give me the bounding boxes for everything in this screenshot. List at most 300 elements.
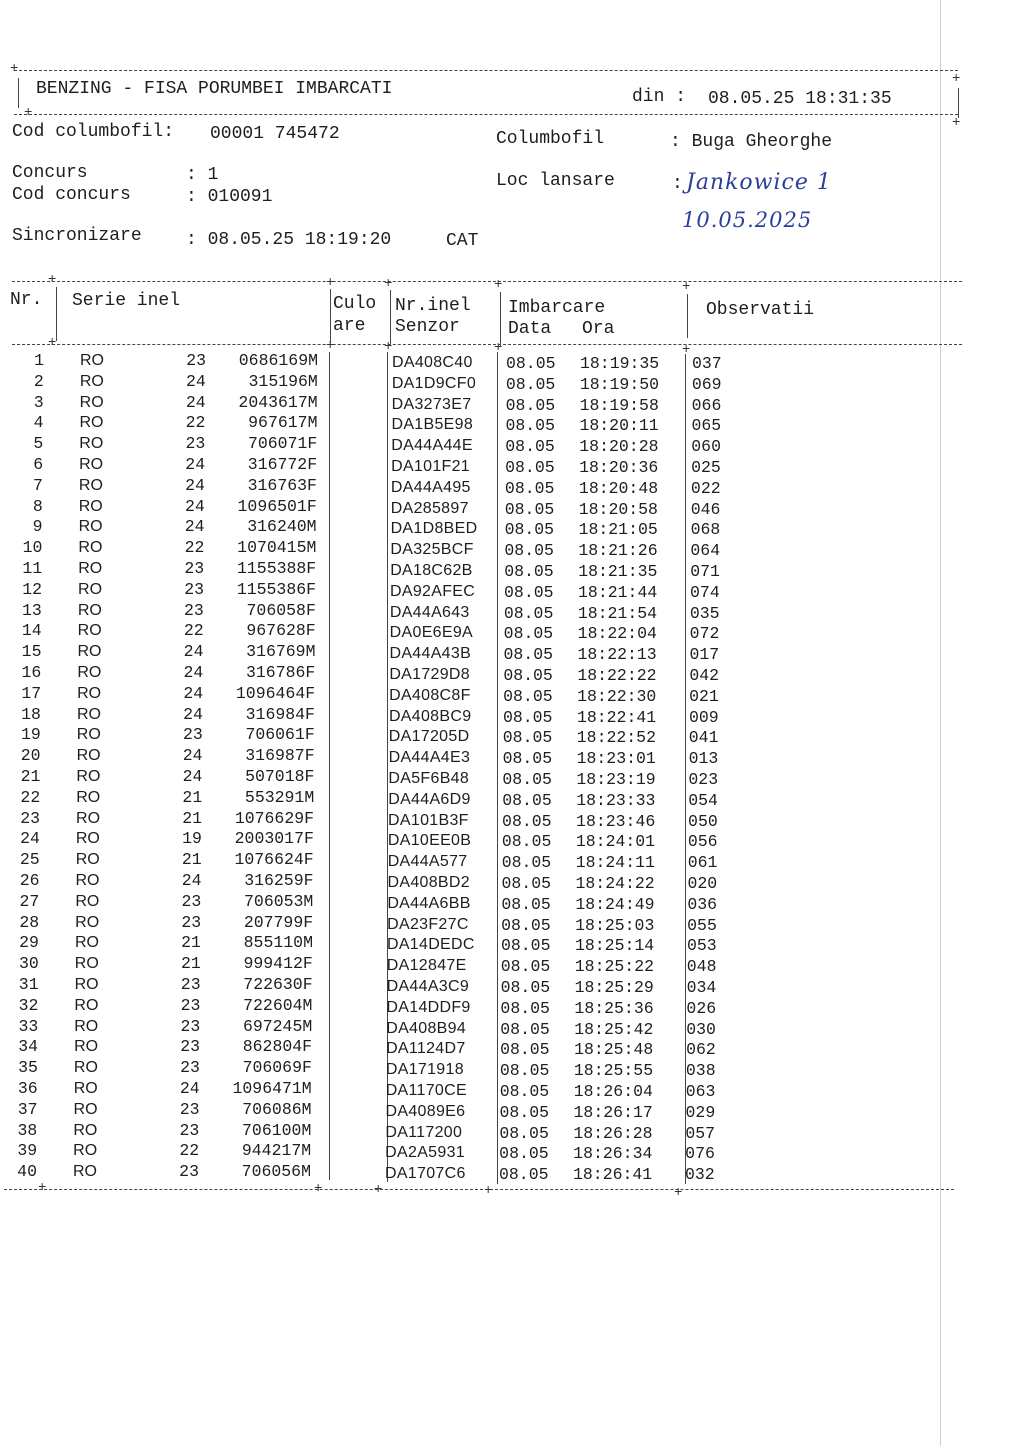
observation: 069 bbox=[691, 374, 722, 394]
observation: 029 bbox=[685, 1102, 716, 1122]
boarding-time: 18:23:33 bbox=[576, 790, 656, 810]
header-divider bbox=[56, 287, 57, 341]
ring-number: 316772F bbox=[247, 455, 318, 474]
ring-year: 23 bbox=[181, 891, 202, 911]
sincronizare-zone: CAT bbox=[446, 231, 479, 251]
observation: 013 bbox=[688, 749, 719, 769]
ring-year: 23 bbox=[179, 1120, 200, 1140]
sensor-id: DA408BC9 bbox=[388, 707, 472, 725]
sensor-id: DA44A577 bbox=[387, 853, 468, 871]
ring-number: 316240M bbox=[247, 517, 317, 537]
observation: 025 bbox=[691, 458, 721, 477]
ring-country: RO bbox=[76, 809, 101, 827]
row-number: 4 bbox=[33, 413, 44, 433]
ring-number: 706100M bbox=[242, 1120, 312, 1140]
observation: 032 bbox=[684, 1165, 715, 1185]
col-header-culoare-2: are bbox=[333, 316, 366, 336]
boarding-date: 08.05 bbox=[506, 354, 556, 373]
page-edge-line bbox=[940, 0, 941, 1446]
sensor-id: DA18C62B bbox=[390, 562, 473, 579]
din-label: din : bbox=[632, 87, 687, 107]
observation: 071 bbox=[690, 562, 720, 581]
ring-number: 316769M bbox=[246, 642, 316, 662]
header-divider bbox=[687, 294, 688, 338]
header-divider bbox=[500, 292, 501, 346]
ring-year: 21 bbox=[181, 850, 202, 870]
ring-country: RO bbox=[78, 476, 103, 494]
ring-number: 697245M bbox=[242, 1016, 313, 1036]
boarding-date: 08.05 bbox=[505, 416, 555, 436]
observation: 038 bbox=[685, 1061, 716, 1081]
boarding-time: 18:20:11 bbox=[579, 416, 659, 436]
boarding-time: 18:20:28 bbox=[579, 437, 659, 457]
ring-year: 23 bbox=[180, 1016, 201, 1036]
row-number: 37 bbox=[17, 1099, 38, 1119]
sensor-id: DA12847E bbox=[386, 957, 467, 975]
boarding-date: 08.05 bbox=[503, 624, 554, 644]
observation: 061 bbox=[687, 853, 718, 873]
sensor-id: DA44A495 bbox=[390, 478, 471, 496]
boarding-time: 18:25:42 bbox=[574, 1019, 654, 1039]
concurs-value: : 1 bbox=[186, 165, 219, 185]
ring-number: 316984F bbox=[245, 704, 315, 724]
sensor-id: DA285897 bbox=[390, 499, 469, 517]
observation: 036 bbox=[687, 894, 718, 914]
boarding-date: 08.05 bbox=[505, 395, 556, 415]
col-header-nr: Nr. bbox=[10, 290, 43, 310]
boarding-date: 08.05 bbox=[504, 520, 555, 540]
observation: 057 bbox=[685, 1123, 716, 1143]
boarding-time: 18:21:35 bbox=[578, 562, 658, 581]
col-header-data: Data bbox=[508, 319, 552, 339]
sensor-id: DA408C40 bbox=[392, 354, 473, 371]
ring-number: 1070415M bbox=[237, 538, 317, 558]
boarding-time: 18:22:52 bbox=[576, 728, 656, 748]
boarding-date: 08.05 bbox=[503, 603, 554, 623]
ring-country: RO bbox=[73, 1100, 98, 1118]
cod-concurs-label: Cod concurs bbox=[12, 185, 131, 205]
boarding-date: 08.05 bbox=[502, 728, 553, 748]
ring-country: RO bbox=[80, 352, 104, 369]
boarding-date: 08.05 bbox=[500, 957, 551, 977]
ring-year: 23 bbox=[179, 1099, 200, 1119]
ring-year: 22 bbox=[179, 1141, 200, 1161]
ring-year: 23 bbox=[185, 434, 206, 454]
boarding-time: 18:21:54 bbox=[577, 603, 658, 623]
ring-number: 722630F bbox=[243, 975, 313, 994]
ring-country: RO bbox=[73, 1142, 98, 1160]
boarding-date: 08.05 bbox=[503, 645, 553, 665]
ring-year: 23 bbox=[184, 600, 204, 620]
sincronizare-label: Sincronizare bbox=[12, 226, 142, 246]
sensor-id: DA1707C6 bbox=[384, 1165, 466, 1183]
row-number: 19 bbox=[20, 725, 41, 745]
ring-country: RO bbox=[74, 976, 99, 993]
observation: 066 bbox=[691, 395, 722, 415]
ring-year: 24 bbox=[181, 871, 202, 890]
ring-year: 23 bbox=[186, 351, 206, 370]
boarding-date: 08.05 bbox=[503, 666, 553, 685]
ring-country: RO bbox=[79, 435, 104, 453]
row-number: 26 bbox=[19, 871, 40, 890]
ring-year: 24 bbox=[184, 496, 205, 516]
sensor-id: DA3273E7 bbox=[391, 395, 472, 413]
sensor-id: DA1B5E98 bbox=[391, 416, 474, 434]
sensor-id: DA1124D7 bbox=[386, 1040, 466, 1058]
ring-country: RO bbox=[77, 664, 102, 681]
boarding-date: 08.05 bbox=[501, 832, 552, 852]
boarding-date: 08.05 bbox=[502, 707, 553, 727]
ring-country: RO bbox=[74, 934, 99, 952]
din-timestamp: 08.05.25 18:31:35 bbox=[708, 89, 892, 109]
boarding-date: 08.05 bbox=[500, 978, 551, 997]
row-number: 22 bbox=[20, 787, 41, 807]
ring-country: RO bbox=[76, 726, 101, 744]
observation: 065 bbox=[691, 416, 722, 436]
boarding-time: 18:23:01 bbox=[576, 749, 656, 769]
body-divider bbox=[329, 352, 330, 1180]
ring-number: 999412F bbox=[243, 954, 313, 974]
boarding-date: 08.05 bbox=[501, 915, 551, 935]
row-number: 10 bbox=[22, 538, 43, 558]
boarding-date: 08.05 bbox=[504, 562, 554, 581]
boarding-date: 08.05 bbox=[498, 1165, 549, 1185]
corner-mark: + bbox=[952, 115, 961, 131]
sensor-id: DA44A44E bbox=[391, 437, 473, 455]
row-number: 12 bbox=[22, 579, 43, 599]
boarding-time: 18:24:22 bbox=[575, 874, 655, 893]
boarding-date: 08.05 bbox=[504, 499, 555, 519]
concurs-label: Concurs bbox=[12, 163, 88, 183]
ring-country: RO bbox=[76, 768, 101, 785]
boarding-time: 18:22:22 bbox=[577, 666, 657, 685]
observation: 021 bbox=[689, 686, 719, 706]
boarding-date: 08.05 bbox=[503, 686, 553, 706]
sensor-id: DA408C8F bbox=[389, 686, 471, 704]
observation: 068 bbox=[690, 520, 721, 540]
col-header-observatii: Observatii bbox=[706, 300, 815, 320]
corner-mark: + bbox=[326, 275, 335, 291]
cod-columbofil-value: 00001 745472 bbox=[210, 124, 340, 144]
sensor-id: DA14DEDC bbox=[386, 936, 475, 954]
boarding-date: 08.05 bbox=[500, 936, 551, 956]
observation: 063 bbox=[685, 1082, 716, 1101]
row-number: 29 bbox=[19, 933, 39, 953]
row-number: 6 bbox=[33, 455, 44, 474]
ring-number: 1096471M bbox=[232, 1079, 312, 1098]
row-number: 20 bbox=[20, 746, 41, 766]
ring-country: RO bbox=[78, 539, 103, 557]
corner-mark: + bbox=[674, 1185, 683, 1201]
sensor-id: DA101F21 bbox=[391, 458, 471, 475]
ring-year: 24 bbox=[186, 371, 206, 391]
ring-number: 855110M bbox=[243, 933, 313, 953]
ring-country: RO bbox=[75, 872, 100, 889]
corner-mark: + bbox=[48, 272, 57, 288]
row-number: 31 bbox=[18, 975, 39, 994]
ring-number: 1076629F bbox=[234, 808, 315, 828]
corner-mark: + bbox=[24, 105, 33, 121]
boarding-time: 18:26:17 bbox=[573, 1102, 653, 1122]
boarding-date: 08.05 bbox=[504, 478, 555, 498]
sensor-id: DA14DDF9 bbox=[386, 998, 471, 1016]
ring-country: RO bbox=[74, 1017, 99, 1035]
observation: 062 bbox=[686, 1040, 716, 1060]
ring-number: 706056M bbox=[241, 1162, 311, 1182]
ring-country: RO bbox=[77, 684, 102, 702]
row-number: 7 bbox=[33, 475, 43, 495]
ring-number: 862804F bbox=[242, 1037, 313, 1057]
observation: 072 bbox=[689, 624, 720, 644]
sensor-id: DA2A5931 bbox=[385, 1144, 465, 1162]
ring-year: 24 bbox=[182, 767, 203, 786]
ring-year: 21 bbox=[181, 933, 201, 953]
header-divider bbox=[330, 289, 331, 343]
document-title: BENZING - FISA PORUMBEI IMBARCATI bbox=[36, 79, 393, 99]
row-number: 25 bbox=[19, 850, 40, 870]
boarding-time: 18:22:30 bbox=[577, 686, 657, 706]
ring-number: 944217M bbox=[241, 1141, 312, 1161]
columbofil-value: : Buga Gheorghe bbox=[670, 132, 833, 152]
table-bottom-border bbox=[4, 1189, 954, 1190]
columbofil-label: Columbofil bbox=[496, 129, 605, 149]
sensor-id: DA44A6BB bbox=[387, 894, 471, 912]
ring-year: 21 bbox=[182, 787, 203, 807]
ring-year: 23 bbox=[179, 1162, 199, 1182]
ring-year: 23 bbox=[181, 912, 202, 932]
ring-year: 22 bbox=[184, 538, 205, 558]
sensor-id: DA408BD2 bbox=[387, 874, 470, 891]
sensor-id: DA44A3C9 bbox=[386, 978, 470, 995]
boarding-date: 08.05 bbox=[501, 874, 552, 893]
boarding-time: 18:23:19 bbox=[576, 770, 656, 789]
cod-columbofil-label: Cod columbofil: bbox=[12, 122, 175, 142]
sensor-id: DA44A43B bbox=[389, 645, 472, 663]
ring-number: 316259F bbox=[244, 871, 314, 890]
observation: 046 bbox=[690, 499, 721, 519]
observation: 030 bbox=[686, 1019, 716, 1039]
ring-number: 967617M bbox=[248, 413, 318, 433]
ring-year: 23 bbox=[180, 995, 201, 1015]
corner-mark: + bbox=[682, 279, 691, 295]
boarding-date: 08.05 bbox=[504, 582, 554, 602]
corner-mark: + bbox=[952, 71, 961, 87]
ring-country: RO bbox=[78, 497, 103, 515]
corner-mark: + bbox=[384, 339, 393, 355]
ring-number: 1155388F bbox=[236, 559, 317, 578]
row-number: 23 bbox=[20, 808, 41, 828]
ring-year: 21 bbox=[182, 808, 203, 828]
observation: 048 bbox=[686, 957, 717, 977]
ring-number: 1096464F bbox=[235, 683, 316, 703]
corner-mark: + bbox=[494, 277, 503, 293]
boarding-time: 18:25:03 bbox=[575, 915, 655, 935]
boarding-date: 08.05 bbox=[500, 1040, 550, 1060]
sensor-id: DA1729D8 bbox=[389, 666, 470, 683]
body-divider bbox=[497, 352, 498, 1184]
ring-year: 21 bbox=[180, 954, 201, 974]
ring-year: 22 bbox=[185, 413, 206, 433]
row-number: 40 bbox=[17, 1162, 37, 1182]
observation: 076 bbox=[685, 1144, 715, 1164]
sensor-id: DA44A643 bbox=[389, 603, 470, 621]
observation: 055 bbox=[687, 915, 717, 935]
corner-mark: + bbox=[374, 1182, 383, 1198]
ring-number: 2003017F bbox=[234, 829, 314, 849]
header-divider bbox=[390, 290, 391, 344]
ring-number: 0686169M bbox=[238, 351, 318, 370]
ring-year: 24 bbox=[179, 1079, 200, 1098]
ring-year: 24 bbox=[183, 683, 204, 703]
sensor-id: DA44A6D9 bbox=[388, 790, 471, 808]
corner-mark: + bbox=[48, 335, 57, 351]
ring-number: 315196M bbox=[248, 371, 318, 391]
ring-number: 706086M bbox=[242, 1099, 312, 1119]
ring-number: 2043617M bbox=[238, 392, 318, 412]
ring-country: RO bbox=[73, 1080, 98, 1097]
ring-year: 24 bbox=[184, 517, 205, 537]
loc-lansare-separator: : bbox=[672, 174, 683, 194]
row-number: 11 bbox=[22, 559, 43, 578]
ring-year: 23 bbox=[180, 1037, 201, 1057]
ring-country: RO bbox=[78, 560, 103, 577]
ring-country: RO bbox=[76, 747, 101, 765]
boarding-time: 18:23:46 bbox=[576, 811, 656, 831]
boarding-date: 08.05 bbox=[504, 541, 554, 561]
loc-lansare-handwritten: Jankowice 1 bbox=[686, 170, 832, 195]
row-number: 35 bbox=[18, 1058, 38, 1078]
sensor-id: DA117200 bbox=[385, 1123, 463, 1141]
sensor-id: DA1D9CF0 bbox=[391, 374, 477, 392]
observation: 041 bbox=[688, 728, 719, 748]
sensor-id: DA10EE0B bbox=[387, 832, 472, 850]
ring-country: RO bbox=[74, 996, 99, 1014]
boarding-date: 08.05 bbox=[499, 1144, 549, 1164]
boarding-date: 08.05 bbox=[500, 1019, 550, 1039]
boarding-time: 18:24:01 bbox=[575, 832, 656, 852]
row-number: 13 bbox=[22, 600, 42, 620]
ring-year: 24 bbox=[185, 475, 205, 495]
observation: 022 bbox=[690, 478, 721, 498]
boarding-time: 18:24:11 bbox=[575, 853, 655, 873]
row-number: 24 bbox=[20, 829, 40, 849]
title-box-right-border bbox=[958, 88, 959, 118]
boarding-time: 18:25:55 bbox=[573, 1061, 654, 1081]
corner-mark: + bbox=[384, 276, 393, 292]
sensor-id: DA408B94 bbox=[386, 1019, 467, 1037]
ring-country: RO bbox=[78, 518, 103, 536]
observation: 017 bbox=[689, 645, 720, 665]
boarding-time: 18:24:49 bbox=[575, 894, 655, 914]
row-number: 33 bbox=[18, 1016, 39, 1036]
table-top-border bbox=[12, 281, 962, 282]
row-number: 17 bbox=[21, 683, 42, 703]
ring-year: 23 bbox=[182, 725, 203, 745]
sensor-id: DA4089E6 bbox=[385, 1102, 466, 1120]
boarding-time: 18:25:48 bbox=[574, 1040, 654, 1060]
corner-mark: + bbox=[494, 340, 503, 356]
row-number: 3 bbox=[33, 392, 44, 412]
boarding-time: 18:22:04 bbox=[577, 624, 657, 644]
boarding-time: 18:26:41 bbox=[572, 1165, 653, 1185]
observation: 060 bbox=[691, 437, 721, 457]
ring-year: 23 bbox=[184, 579, 205, 599]
observation: 037 bbox=[692, 354, 722, 373]
ring-number: 316786F bbox=[246, 663, 316, 682]
ring-number: 553291M bbox=[244, 787, 315, 807]
ring-year: 24 bbox=[185, 392, 206, 412]
ring-year: 23 bbox=[180, 975, 201, 994]
boarding-time: 18:26:34 bbox=[573, 1144, 653, 1164]
row-number: 16 bbox=[21, 663, 42, 682]
ring-year: 24 bbox=[182, 746, 203, 766]
boarding-date: 08.05 bbox=[499, 1061, 550, 1081]
row-number: 39 bbox=[17, 1141, 38, 1161]
corner-mark: + bbox=[682, 342, 691, 358]
ring-number: 967628F bbox=[246, 621, 316, 641]
ring-number: 316987F bbox=[245, 746, 315, 766]
col-header-ora: Ora bbox=[582, 319, 615, 339]
sincronizare-value: : 08.05.25 18:19:20 bbox=[186, 230, 392, 250]
ring-year: 24 bbox=[183, 663, 204, 682]
ring-number: 207799F bbox=[243, 912, 314, 932]
ring-country: RO bbox=[72, 1163, 97, 1181]
ring-year: 24 bbox=[183, 704, 203, 724]
boarding-time: 18:21:26 bbox=[578, 541, 658, 561]
corner-mark: + bbox=[314, 1181, 323, 1197]
boarding-time: 18:20:48 bbox=[578, 478, 659, 498]
corner-mark: + bbox=[326, 338, 335, 354]
ring-country: RO bbox=[76, 788, 101, 806]
observation: 074 bbox=[690, 582, 720, 602]
col-header-senzor-2: Senzor bbox=[395, 317, 460, 337]
sensor-id: DA17205D bbox=[388, 728, 470, 746]
title-box-top-border bbox=[14, 70, 958, 71]
boarding-date: 08.05 bbox=[502, 770, 552, 789]
row-number: 34 bbox=[18, 1037, 39, 1057]
title-box-left-border bbox=[18, 78, 19, 108]
sensor-id: DA1170CE bbox=[385, 1082, 467, 1099]
observation: 064 bbox=[690, 541, 721, 561]
row-number: 2 bbox=[33, 371, 44, 391]
ring-year: 24 bbox=[185, 455, 206, 474]
row-number: 14 bbox=[21, 621, 42, 641]
sensor-id: DA44A4E3 bbox=[388, 749, 471, 767]
boarding-time: 18:20:58 bbox=[578, 499, 658, 519]
row-number: 32 bbox=[18, 995, 39, 1015]
row-number: 15 bbox=[21, 642, 42, 662]
col-header-imbarcare: Imbarcare bbox=[508, 298, 606, 318]
boarding-time: 18:19:35 bbox=[580, 354, 660, 373]
boarding-time: 18:21:05 bbox=[578, 520, 658, 540]
ring-number: 1155386F bbox=[236, 579, 317, 599]
ring-country: RO bbox=[73, 1059, 98, 1077]
ring-country: RO bbox=[75, 830, 100, 848]
boarding-date: 08.05 bbox=[502, 749, 553, 769]
row-number: 5 bbox=[33, 434, 44, 454]
ring-country: RO bbox=[76, 705, 101, 723]
handwritten-date: 10.05.2025 bbox=[682, 208, 813, 232]
sensor-id: DA325BCF bbox=[390, 541, 474, 559]
sensor-id: DA23F27C bbox=[387, 915, 469, 933]
ring-country: RO bbox=[75, 913, 100, 931]
ring-number: 507018F bbox=[245, 767, 315, 786]
ring-country: RO bbox=[77, 601, 102, 619]
sensor-id: DA5F6B48 bbox=[388, 770, 470, 787]
ring-number: 706053M bbox=[244, 891, 314, 911]
corner-mark: + bbox=[38, 1180, 47, 1196]
boarding-date: 08.05 bbox=[501, 853, 552, 873]
